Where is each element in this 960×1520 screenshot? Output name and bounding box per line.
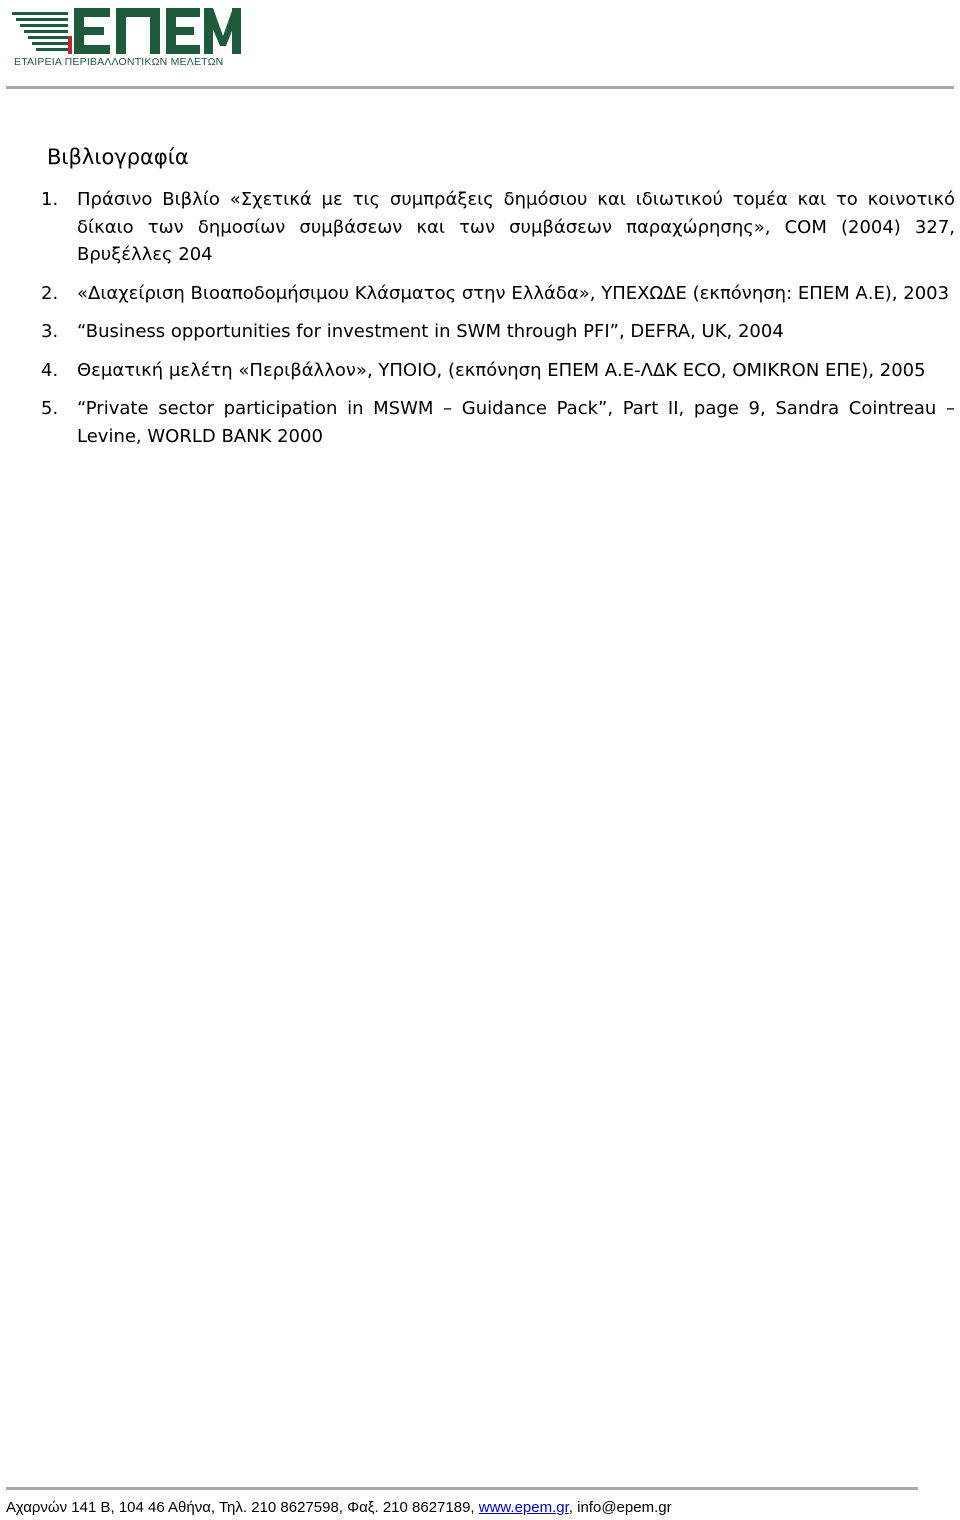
header-divider xyxy=(6,86,954,89)
footer-address: Αχαρνών 141 Β, 104 46 Αθήνα, Τηλ. 210 8627598, Φαξ. 210 8627189, xyxy=(6,1499,479,1516)
reference-item xyxy=(40,318,955,346)
section-title: Βιβλιογραφία xyxy=(47,145,189,169)
page-footer xyxy=(6,1499,672,1516)
reference-item xyxy=(40,186,955,269)
reference-number: 5. xyxy=(41,398,59,419)
reference-item xyxy=(40,280,955,308)
reference-number: 2. xyxy=(41,282,59,304)
reference-item xyxy=(40,395,955,450)
footer-divider xyxy=(6,1487,918,1490)
reference-number: 3. xyxy=(41,321,59,342)
reference-number: 1. xyxy=(41,189,59,210)
reference-text: Πράσινο Βιβλίο «Σχετικά με τις συμπράξεις δημόσιου και ιδιωτικού τομέα και το κοινοτικό δίκαιο των δημοσίων συμβάσεων και των συμβάσεων παραχώρησης», COM (2004) 327, Βρυξέλλες 204 xyxy=(77,189,955,265)
page-header xyxy=(0,0,960,92)
website-link[interactable]: www.epem.gr xyxy=(478,1499,569,1516)
footer-email: , info@epem.gr xyxy=(568,1499,672,1516)
reference-item xyxy=(40,357,955,385)
reference-text: “Private sector participation in MSWM – Guidance Pack”, Part II, page 9, Sandra Cointreau – Levine, WORLD BANK 2000 xyxy=(77,398,955,447)
reference-text: Θεματική μελέτη «Περιβάλλον», ΥΠΟΙΟ, (εκπόνηση ΕΠΕΜ Α.Ε-ΛΔΚ ECO, OMIKRON ΕΠΕ), 2005 xyxy=(77,359,926,381)
reference-text: “Business opportunities for investment in SWM through PFI”, DEFRA, UK, 2004 xyxy=(77,321,784,342)
reference-text: «Διαχείριση Βιοαποδομήσιμου Κλάσματος στην Ελλάδα», ΥΠΕΧΩΔΕ (εκπόνηση: ΕΠΕΜ Α.Ε), 2003 xyxy=(77,282,950,304)
logo-subtitle: ΕΤΑΙΡΕΙΑ ΠΕΡΙΒΑΛΛΟΝΤΙΚΩΝ ΜΕΛΕΤΩΝ xyxy=(14,56,224,68)
references-list xyxy=(40,186,955,461)
reference-number: 4. xyxy=(41,359,59,381)
